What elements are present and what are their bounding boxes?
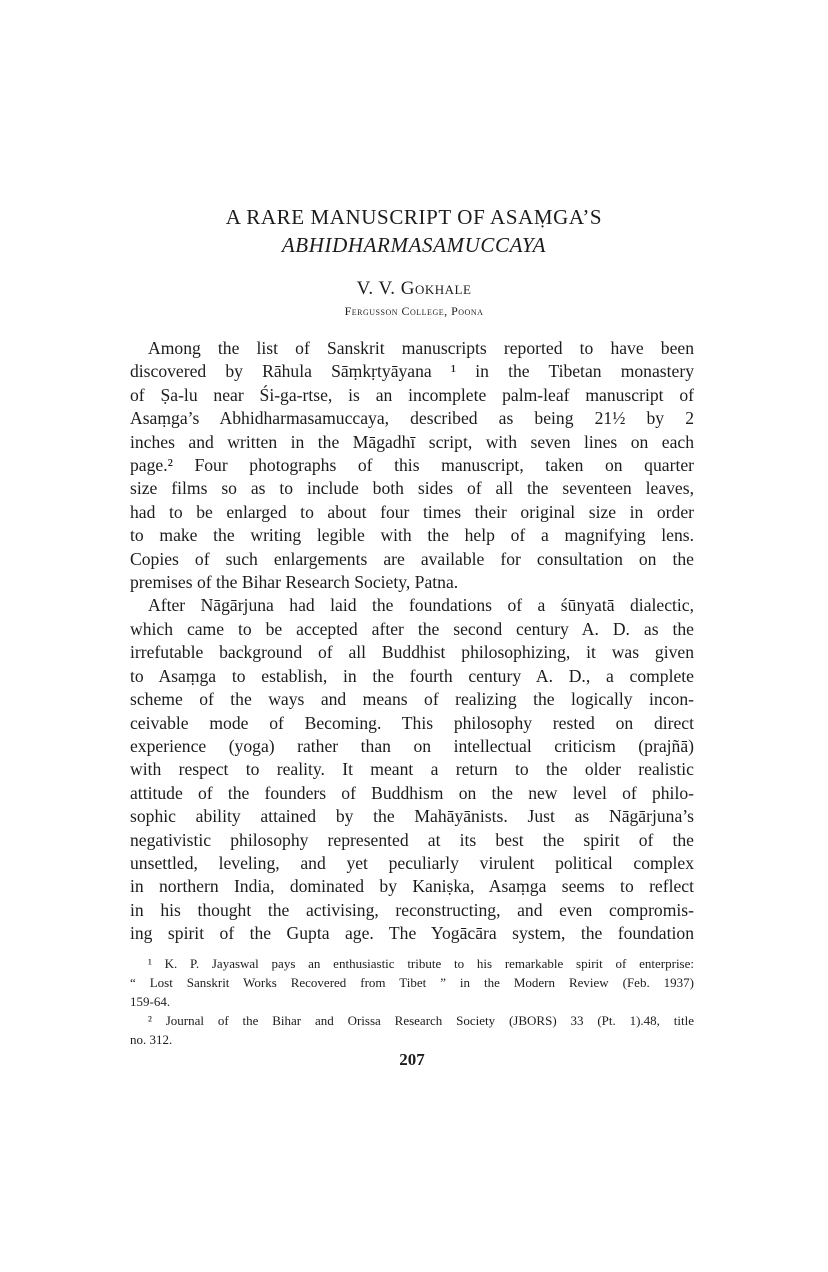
footnote-line: 159-64. (130, 994, 171, 1009)
body-line: had to be enlarged to about four times their original size in order (130, 501, 694, 522)
body-line: size films so as to include both sides of all the seventeen leaves, (130, 478, 694, 499)
author-name: V. V. Gokhale (356, 278, 472, 299)
body-line: to make the writing legible with the help of a magnifying lens. (130, 525, 694, 546)
body-line: After Nāgārjuna had laid the foundations of a śūnyatā dialectic, (148, 595, 694, 616)
body-text (130, 337, 694, 946)
body-line: of Ṣa-lu near Śi-ga-rtse, is an incomplete palm-leaf manuscript of (130, 384, 694, 405)
body-line: Copies of such enlargements are available for consultation on the (130, 548, 694, 569)
body-line: discovered by Rāhula Sāṃkṛtyāyana ¹ in the Tibetan monastery (130, 361, 694, 382)
footnote-line: ² Journal of the Bihar and Orissa Research Society (JBORS) 33 (Pt. 1).48, title (148, 1013, 694, 1028)
body-line: Asaṃga’s Abhidharmasamuccaya, described as being 21½ by 2 (130, 408, 694, 429)
body-line: in his thought the activising, reconstructing, and even compromis- (130, 899, 694, 920)
footnotes (130, 954, 694, 1049)
body-line: inches and written in the Māgadhī script, with seven lines on each (130, 431, 694, 452)
body-line: negativistic philosophy represented at its best the spirit of the (130, 829, 694, 850)
footnote-line: no. 312. (130, 1032, 173, 1047)
body-line: sophic ability attained by the Mahāyānists. Just as Nāgārjuna’s (130, 806, 694, 827)
title-line-2: ABHIDHARMASAMUCCAYA (281, 233, 547, 257)
article-title (130, 203, 698, 259)
body-line: experience (yoga) rather than on intellectual criticism (prajñā) (130, 735, 694, 756)
body-line: Among the list of Sanskrit manuscripts reported to have been (148, 338, 694, 358)
body-line: ing spirit of the Gupta age. The Yogācāra system, the foundation (130, 923, 694, 944)
page-number: 207 (399, 1050, 425, 1069)
body-line: with respect to reality. It meant a return to the older realistic (130, 759, 694, 780)
body-line: page.² Four photographs of this manuscript, taken on quarter (130, 455, 694, 476)
body-line: which came to be accepted after the second century A. D. as the (130, 618, 694, 639)
title-line-1: A RARE MANUSCRIPT OF ASAṂGA’S (225, 205, 603, 229)
body-line: to Asaṃga to establish, in the fourth century A. D., a complete (130, 665, 694, 686)
body-line: ceivable mode of Becoming. This philosophy rested on direct (130, 712, 694, 733)
body-line: in northern India, dominated by Kaniṣka, Asaṃga seems to reflect (130, 876, 694, 897)
body-line: premises of the Bihar Research Society, Patna. (130, 572, 459, 593)
footnote-line: ¹ K. P. Jayaswal pays an enthusiastic tribute to his remarkable spirit of enterprise: (148, 956, 694, 971)
body-line: unsettled, leveling, and yet peculiarly virulent political complex (130, 852, 694, 873)
body-line: irrefutable background of all Buddhist philosophizing, it was given (130, 642, 694, 663)
body-line: attitude of the founders of Buddhism on the new level of philo- (130, 782, 694, 803)
body-line: scheme of the ways and means of realizing the logically incon- (130, 689, 694, 710)
author-affiliation: Fergusson College, Poona (344, 304, 484, 318)
footnote-line: “ Lost Sanskrit Works Recovered from Tibet ” in the Modern Review (Feb. 1937) (130, 975, 694, 990)
